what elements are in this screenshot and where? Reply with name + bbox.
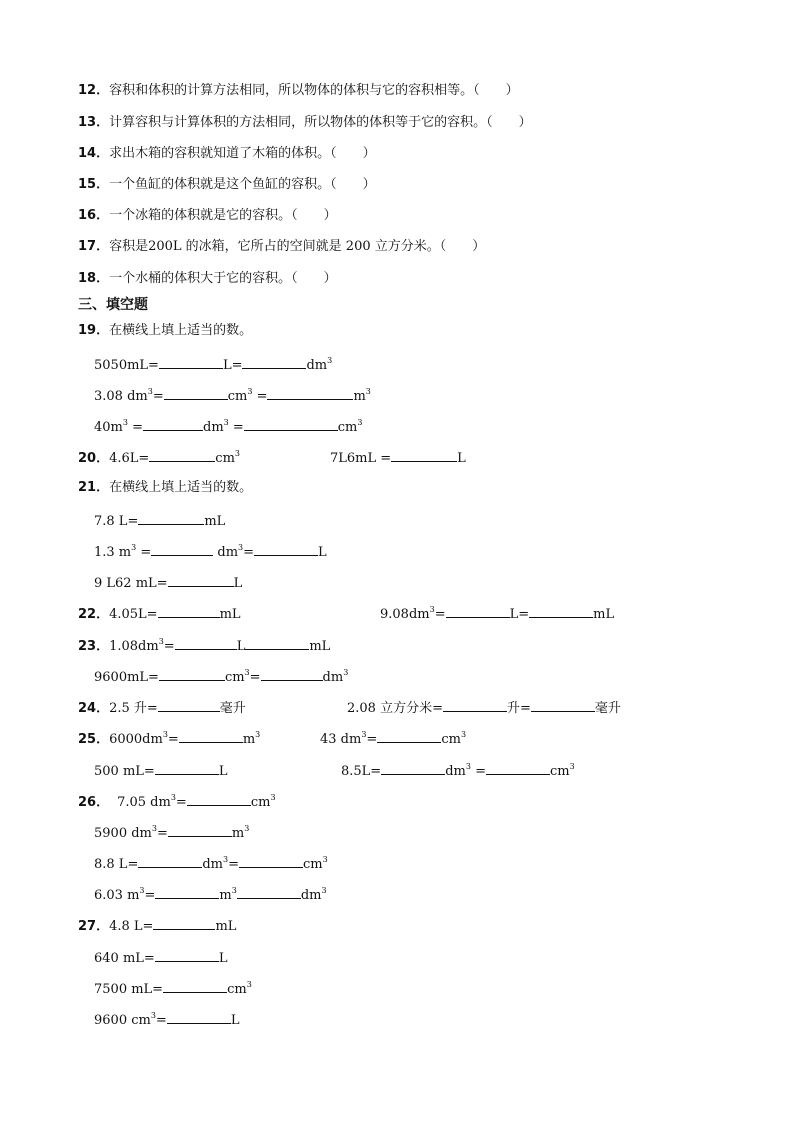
answer-blank[interactable] bbox=[158, 604, 220, 618]
answer-blank[interactable] bbox=[151, 542, 213, 556]
answer-blank[interactable] bbox=[381, 761, 445, 775]
question-20: 20．$4.6L= cm^3$ bbox=[78, 449, 240, 466]
answer-blank[interactable] bbox=[138, 511, 204, 525]
question-13: 13．计算容积与计算体积的方法相同，所以物体的体积等于它的容积。（ ） bbox=[78, 115, 532, 130]
question-22-part-2: $9.08dm^3= L=$ mL bbox=[380, 605, 615, 622]
question-24: 24．2.5 升= 毫升 bbox=[78, 698, 246, 717]
question-22: 22．4.05L= mL bbox=[78, 604, 241, 623]
question-25-part-2: 43 $dm^3= cm^3$ bbox=[320, 730, 467, 747]
answer-blank[interactable] bbox=[486, 761, 550, 775]
answer-blank[interactable] bbox=[391, 448, 457, 462]
answer-blank[interactable] bbox=[529, 604, 593, 618]
answer-blank[interactable] bbox=[267, 386, 353, 400]
answer-blank[interactable] bbox=[443, 698, 507, 712]
answer-blank[interactable] bbox=[168, 573, 234, 587]
answer-blank[interactable] bbox=[242, 355, 306, 369]
answer-blank[interactable] bbox=[446, 604, 510, 618]
answer-blank[interactable] bbox=[155, 761, 219, 775]
answer-blank[interactable] bbox=[179, 729, 243, 743]
q23-line-2: $9600mL= cm^3= dm^3$ bbox=[94, 668, 349, 685]
question-20-part-2: 7L6mL = L bbox=[330, 448, 466, 467]
q25-line-2: 500 mL= L bbox=[94, 761, 227, 780]
q19-line-3: $40m^3 = dm^3 = cm^3$ bbox=[94, 418, 363, 435]
answer-blank[interactable] bbox=[138, 854, 202, 868]
q21-line-3: 9 L62 mL= L bbox=[94, 573, 242, 592]
question-15: 15．一个鱼缸的体积就是这个鱼缸的容积。（ ） bbox=[78, 177, 376, 192]
answer-blank[interactable] bbox=[167, 1010, 231, 1024]
q19-line-1: $5050mL= L= dm^3$ bbox=[94, 356, 333, 373]
question-27: 27．4.8 L= mL bbox=[78, 916, 236, 935]
question-14: 14．求出木箱的容积就知道了木箱的体积。（ ） bbox=[78, 146, 376, 161]
question-12: 12．容积和体积的计算方法相同，所以物体的体积与它的容积相等。（ ） bbox=[78, 83, 519, 98]
answer-blank[interactable] bbox=[244, 417, 338, 431]
answer-blank[interactable] bbox=[159, 355, 223, 369]
answer-blank[interactable] bbox=[168, 823, 232, 837]
answer-blank[interactable] bbox=[163, 979, 227, 993]
answer-blank[interactable] bbox=[143, 417, 203, 431]
q27-line-4: 9600 $cm^3= L$ bbox=[94, 1011, 240, 1028]
answer-blank[interactable] bbox=[164, 386, 228, 400]
q21-line-1: 7.8 L= mL bbox=[94, 511, 225, 530]
answer-blank[interactable] bbox=[175, 636, 237, 650]
q25-line-2-part-2: $8.5L= dm^3 = cm^3$ bbox=[341, 762, 575, 779]
question-17: 17．容积是200L 的冰箱，它所占的空间就是 200 立方分米。（ ） bbox=[78, 239, 486, 254]
answer-blank[interactable] bbox=[254, 542, 318, 556]
q21-line-2: 1.3 $m^3 = dm^3= L$ bbox=[94, 543, 327, 560]
answer-blank[interactable] bbox=[245, 636, 309, 650]
answer-blank[interactable] bbox=[531, 698, 595, 712]
question-23: 23．$1.08dm^3= L$ mL bbox=[78, 637, 331, 654]
answer-blank[interactable] bbox=[187, 792, 251, 806]
answer-blank[interactable] bbox=[237, 885, 301, 899]
q26-line-4: 6.03 $m^3= m^3$ $dm^3$ bbox=[94, 886, 327, 903]
answer-blank[interactable] bbox=[159, 667, 225, 681]
answer-blank[interactable] bbox=[155, 885, 219, 899]
answer-blank[interactable] bbox=[377, 729, 441, 743]
answer-blank[interactable] bbox=[149, 448, 215, 462]
q27-line-2: 640 mL= L bbox=[94, 948, 227, 967]
question-18: 18．一个水桶的体积大于它的容积。（ ） bbox=[78, 271, 337, 286]
answer-blank[interactable] bbox=[239, 854, 303, 868]
answer-blank[interactable] bbox=[261, 667, 323, 681]
question-19: 19．在横线上填上适当的数。 bbox=[78, 323, 253, 338]
question-26: 26． 7.05 $dm^3= cm^3$ bbox=[78, 793, 276, 810]
question-25: 25．$6000dm^3= m^3$ bbox=[78, 730, 261, 747]
section-heading: 三、填空题 bbox=[78, 297, 148, 313]
question-24-part-2: 2.08 立方分米= 升= 毫升 bbox=[347, 698, 621, 717]
q19-line-2: 3.08 $dm^3= cm^3 = m^3$ bbox=[94, 387, 371, 404]
question-16: 16．一个冰箱的体积就是它的容积。（ ） bbox=[78, 208, 337, 223]
answer-blank[interactable] bbox=[155, 948, 219, 962]
q27-line-3: 7500 $mL= cm^3$ bbox=[94, 980, 252, 997]
q26-line-3: 8.8 $L= dm^3= cm^3$ bbox=[94, 855, 328, 872]
q26-line-2: 5900 $dm^3= m^3$ bbox=[94, 824, 250, 841]
question-21: 21．在横线上填上适当的数。 bbox=[78, 480, 253, 495]
answer-blank[interactable] bbox=[153, 916, 215, 930]
answer-blank[interactable] bbox=[158, 698, 220, 712]
